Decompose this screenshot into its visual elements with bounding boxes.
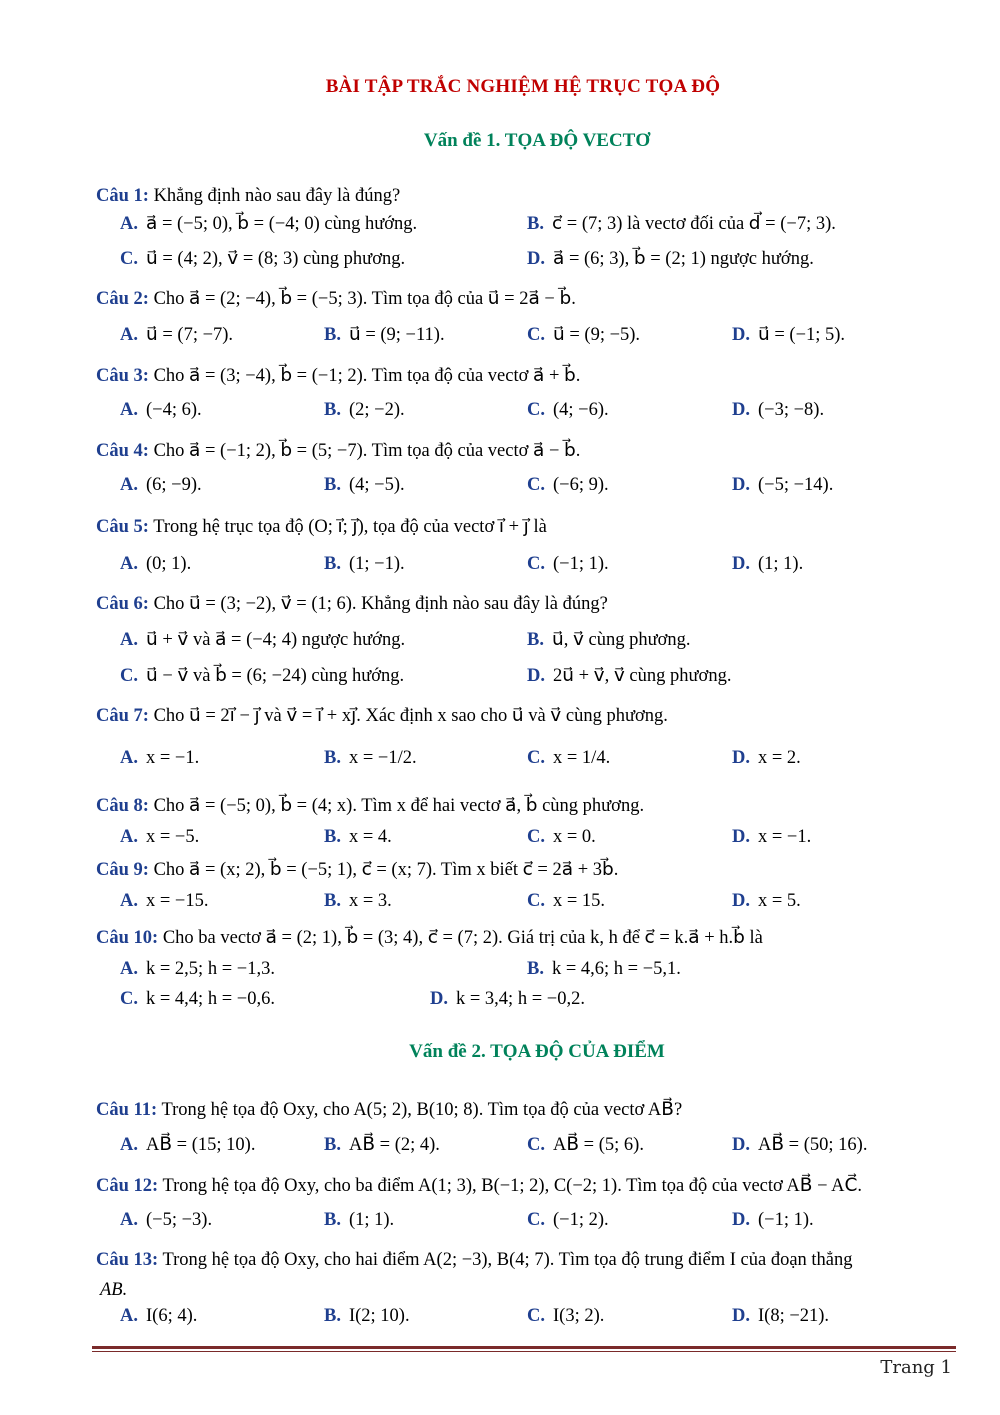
question-8: Câu 8: Cho a⃗ = (−5; 0), b⃗ = (4; x). Tìm x để hai vectơ a⃗, b⃗ cùng phương. <box>96 796 645 816</box>
option-8b: B. x = 4. <box>324 827 392 847</box>
option-6c: C. u⃗ − v⃗ và b⃗ = (6; −24) cùng hướng. <box>120 666 405 686</box>
question-6: Câu 6: Cho u⃗ = (3; −2), v⃗ = (1; 6). Khẳng định nào sau đây là đúng? <box>96 594 608 614</box>
option-10a: A. k = 2,5; h = −1,3. <box>120 959 275 979</box>
option-6a: A. u⃗ + v⃗ và a⃗ = (−4; 4) ngược hướng. <box>120 630 406 650</box>
section-title-1: Vấn đề 1. TỌA ĐỘ VECTƠ <box>423 130 651 151</box>
option-12b: B. (1; 1). <box>324 1210 395 1230</box>
question-2: Câu 2: Cho a⃗ = (2; −4), b⃗ = (−5; 3). Tìm tọa độ của u⃗ = 2a⃗ − b⃗. <box>96 289 576 309</box>
question-4: Câu 4: Cho a⃗ = (−1; 2), b⃗ = (5; −7). Tìm tọa độ của vectơ a⃗ − b⃗. <box>96 441 581 461</box>
option-9d: D. x = 5. <box>732 891 801 911</box>
question-7: Câu 7: Cho u⃗ = 2i⃗ − j⃗ và v⃗ = i⃗ + xj⃗. Xác định x sao cho u⃗ và v⃗ cùng phương. <box>96 706 668 726</box>
option-11a: A. AB⃗ = (15; 10). <box>120 1135 256 1155</box>
option-7b: B. x = −1/2. <box>324 748 417 768</box>
question-5: Câu 5: Trong hệ trục tọa độ (O; i⃗; j⃗), tọa độ của vectơ i⃗ + j⃗ là <box>96 517 547 537</box>
question-text: Khẳng định nào sau đây là đúng? <box>153 186 401 206</box>
section-title-2: Vấn đề 2. TỌA ĐỘ CỦA ĐIỂM <box>409 1041 665 1062</box>
option-2c: C. u⃗ = (9; −5). <box>527 325 641 345</box>
option-5a: A. (0; 1). <box>120 554 192 574</box>
question-13: Câu 13: Trong hệ tọa độ Oxy, cho hai điểm A(2; −3), B(4; 7). Tìm tọa độ trung điểm I của đoạn thẳng <box>96 1250 853 1270</box>
option-9b: B. x = 3. <box>324 891 392 911</box>
option-4c: C. (−6; 9). <box>527 475 609 495</box>
option-12c: C. (−1; 2). <box>527 1210 609 1230</box>
option-8c: C. x = 0. <box>527 827 596 847</box>
option-7d: D. x = 2. <box>732 748 801 768</box>
option-4a: A. (6; −9). <box>120 475 202 495</box>
option-3b: B. (2; −2). <box>324 400 405 420</box>
option-3d: D. (−3; −8). <box>732 400 825 420</box>
question-12: Câu 12: Trong hệ tọa độ Oxy, cho ba điểm A(1; 3), B(−1; 2), C(−2; 1). Tìm tọa độ của vectơ AB⃗ − AC⃗. <box>96 1176 863 1196</box>
option-4d: D. (−5; −14). <box>732 475 834 495</box>
option-10b: B. k = 4,6; h = −5,1. <box>527 959 681 979</box>
option-3a: A. (−4; 6). <box>120 400 202 420</box>
option-8a: A. x = −5. <box>120 827 200 847</box>
page-number: Trang 1 <box>880 1357 952 1378</box>
option-13d: D. I(8; −21). <box>732 1306 830 1326</box>
option-2b: B. u⃗ = (9; −11). <box>324 325 445 345</box>
question-13-continuation: AB. <box>100 1280 128 1300</box>
option-1c: C. u⃗ = (4; 2), v⃗ = (8; 3) cùng phương. <box>120 249 406 269</box>
option-5b: B. (1; −1). <box>324 554 405 574</box>
question-11: Câu 11: Trong hệ tọa độ Oxy, cho A(5; 2), B(10; 8). Tìm tọa độ của vectơ AB⃗? <box>96 1100 683 1120</box>
question-10: Câu 10: Cho ba vectơ a⃗ = (2; 1), b⃗ = (3; 4), c⃗ = (7; 2). Giá trị của k, h để c⃗ = k.a⃗ + h.b⃗ là <box>96 928 763 948</box>
option-11c: C. AB⃗ = (5; 6). <box>527 1135 644 1155</box>
question-1 <box>96 184 400 208</box>
option-11b: B. AB⃗ = (2; 4). <box>324 1135 440 1155</box>
option-12a: A. (−5; −3). <box>120 1210 213 1230</box>
option-10d: D. k = 3,4; h = −0,2. <box>430 989 585 1009</box>
footer-divider <box>92 1346 956 1349</box>
option-3c: C. (4; −6). <box>527 400 609 420</box>
option-7a: A. x = −1. <box>120 748 200 768</box>
question-label: Câu 1: <box>96 186 149 206</box>
option-1b: B. c⃗ = (7; 3) là vectơ đối của d⃗ = (−7; 3). <box>527 214 836 234</box>
document-title: BÀI TẬP TRẮC NGHIỆM HỆ TRỤC TỌA ĐỘ <box>325 76 721 97</box>
option-2a: A. u⃗ = (7; −7). <box>120 325 234 345</box>
option-8d: D. x = −1. <box>732 827 812 847</box>
option-10c: C. k = 4,4; h = −0,6. <box>120 989 275 1009</box>
option-13c: C. I(3; 2). <box>527 1306 605 1326</box>
option-5d: D. (1; 1). <box>732 554 804 574</box>
option-6b: B. u⃗, v⃗ cùng phương. <box>527 630 691 650</box>
option-5c: C. (−1; 1). <box>527 554 609 574</box>
option-1a: A. a⃗ = (−5; 0), b⃗ = (−4; 0) cùng hướng. <box>120 214 418 234</box>
question-3: Câu 3: Cho a⃗ = (3; −4), b⃗ = (−1; 2). Tìm tọa độ của vectơ a⃗ + b⃗. <box>96 366 581 386</box>
option-13b: B. I(2; 10). <box>324 1306 410 1326</box>
option-1d: D. a⃗ = (6; 3), b⃗ = (2; 1) ngược hướng. <box>527 249 814 269</box>
option-11d: D. AB⃗ = (50; 16). <box>732 1135 868 1155</box>
option-13a: A. I(6; 4). <box>120 1306 198 1326</box>
option-4b: B. (4; −5). <box>324 475 405 495</box>
footer-divider-thin <box>92 1351 956 1352</box>
option-12d: D. (−1; 1). <box>732 1210 814 1230</box>
question-9: Câu 9: Cho a⃗ = (x; 2), b⃗ = (−5; 1), c⃗ = (x; 7). Tìm x biết c⃗ = 2a⃗ + 3b⃗. <box>96 860 619 880</box>
option-7c: C. x = 1/4. <box>527 748 611 768</box>
option-9a: A. x = −15. <box>120 891 209 911</box>
option-2d: D. u⃗ = (−1; 5). <box>732 325 846 345</box>
option-6d: D. 2u⃗ + v⃗, v⃗ cùng phương. <box>527 666 732 686</box>
option-9c: C. x = 15. <box>527 891 606 911</box>
